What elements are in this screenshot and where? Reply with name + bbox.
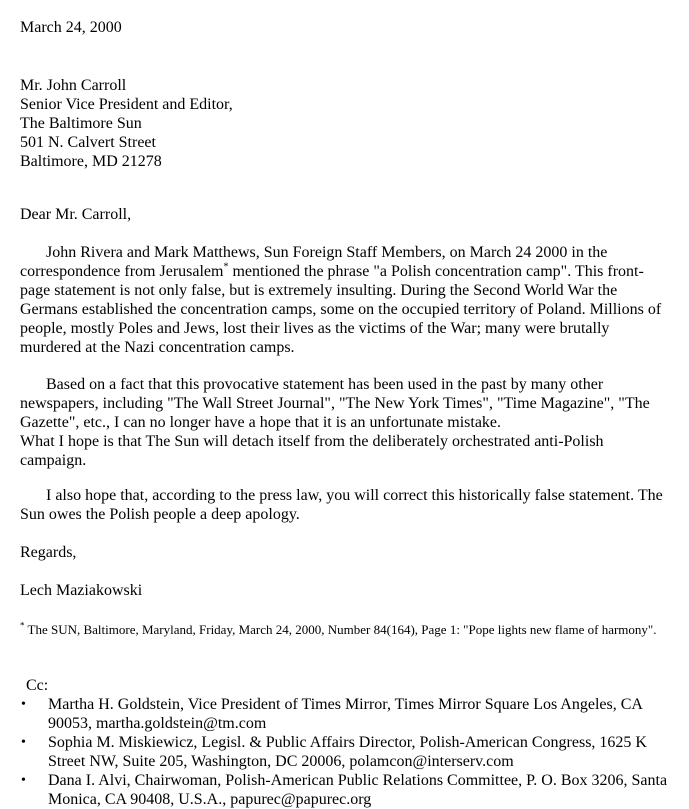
paragraph-1-text-after-mark: mentioned the phrase "a Polish concentration camp". This front-page statement is not only false, but is extremely insulting. During the Second World War the Germans established the concentration camps, some on the occupied territory of Poland. Millions of people, mostly Poles and Jews, lost their lives as the victims of the War; many were brutally murdered at the Nazi concentration camps. — [20, 263, 662, 356]
cc-entry-2-text: Sophia M. Miskiewicz, Legisl. & Public Affairs Director, Polish-American Congress, 1625 K Street NW, Suite 205, Washington, DC 20006, polamcon@interserv.com — [48, 734, 647, 770]
recipient-street: 501 N. Calvert Street — [20, 134, 156, 151]
cc-entry-3-text: Dana I. Alvi, Chairwoman, Polish-American Public Relations Committee, P. O. Box 3206, Santa Monica, CA 90408, U.S.A., papurec@papurec.org — [48, 772, 668, 808]
recipient-address-block — [20, 76, 670, 171]
recipient-city-state-zip: Baltimore, MD 21278 — [20, 153, 162, 170]
cc-entry-1 — [20, 695, 670, 733]
cc-entry-2 — [20, 733, 670, 771]
paragraph-3: I also hope that, according to the press law, you will correct this historically false statement. The Sun owes the Polish people a deep apology. — [20, 487, 663, 523]
paragraph-2 — [20, 375, 670, 470]
bullet-icon: • — [21, 697, 26, 712]
bullet-icon: • — [21, 735, 26, 750]
cc-entry-3 — [20, 771, 670, 809]
footnote-text: The SUN, Baltimore, Maryland, Friday, March 24, 2000, Number 84(164), Page 1: "Pope lights new flame of harmony". — [27, 622, 657, 637]
cc-label: Cc: — [26, 677, 49, 694]
letter-date: March 24, 2000 — [20, 19, 122, 36]
signature-name: Lech Maziakowski — [20, 582, 143, 599]
footnote-reference-mark: * — [223, 261, 229, 273]
recipient-name: Mr. John Carroll — [20, 77, 127, 94]
footnote-mark: * — [20, 620, 25, 631]
paragraph-1-text-before-mark: John Rivera and Mark Matthews, Sun Foreign Staff Members, on March 24 2000 in the correspondence from Jerusalem — [20, 244, 608, 280]
cc-entry-1-text: Martha H. Goldstein, Vice President of Times Mirror, Times Mirror Square Los Angeles, CA 90053, martha.goldstein@tm.com — [48, 696, 643, 732]
paragraph-2-sentence-1: Based on a fact that this provocative statement has been used in the past by many other newspapers, including "The Wall Street Journal", "The New York Times", "Time Magazine", "The Gazette", etc., I can no longer have a hope that it is an unfortunate mistake. — [20, 376, 650, 431]
salutation: Dear Mr. Carroll, — [20, 206, 132, 223]
recipient-organization: The Baltimore Sun — [20, 115, 142, 132]
closing: Regards, — [20, 544, 77, 561]
paragraph-2-sentence-2: What I hope is that The Sun will detach itself from the deliberately orchestrated anti-Polish campaign. — [20, 433, 604, 469]
bullet-icon: • — [21, 773, 26, 788]
recipient-title: Senior Vice President and Editor, — [20, 96, 233, 113]
paragraph-1 — [20, 243, 670, 357]
cc-list — [20, 695, 670, 809]
footnote — [20, 622, 670, 638]
